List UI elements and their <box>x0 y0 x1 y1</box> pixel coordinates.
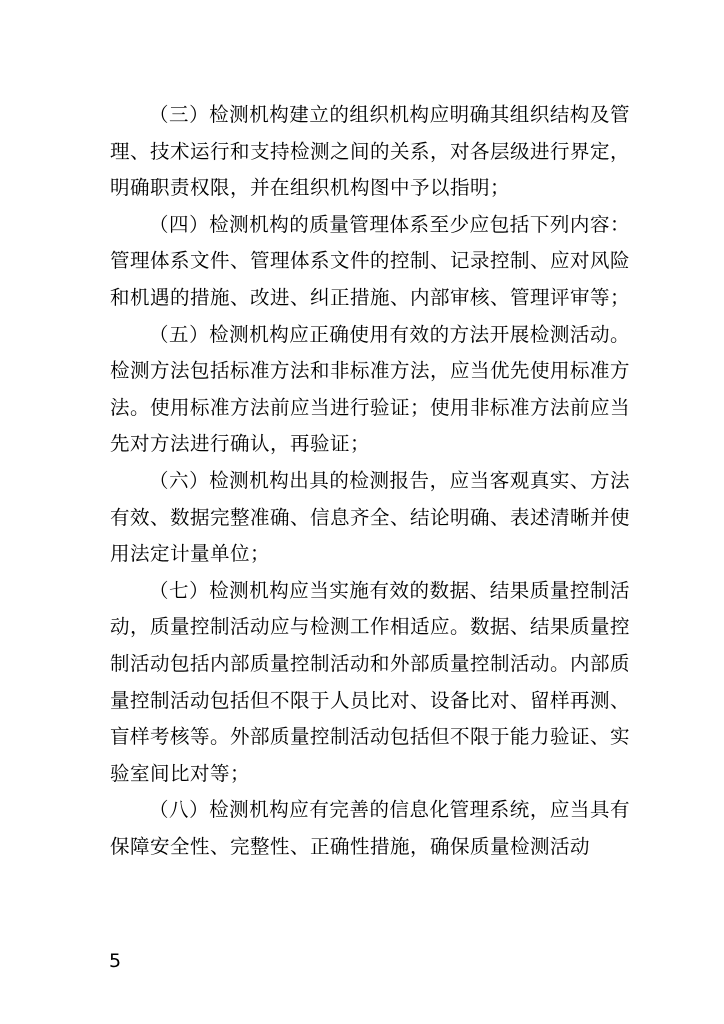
paragraph-4: （四）检测机构的质量管理体系至少应包括下列内容：管理体系文件、管理体系文件的控制、记录控制、应对风险和机遇的措施、改进、纠正措施、内部审核、管理评审等； <box>110 212 631 309</box>
paragraph-3: （三）检测机构建立的组织机构应明确其组织结构及管理、技术运行和支持检测之间的关系，对各层级进行界定，明确职责权限，并在组织机构图中予以指明； <box>110 103 631 200</box>
paragraph-8: （八）检测机构应有完善的信息化管理系统，应当具有保障安全性、完整性、正确性措施，确保质量检测活动 <box>110 798 630 858</box>
paragraph-7: （七）检测机构应当实施有效的数据、结果质量控制活动，质量控制活动应与检测工作相适应。数据、结果质量控制活动包括内部质量控制活动和外部质量控制活动。内部质量控制活动包括但不限于人员比对、设备比对、留样再测、盲样考核等。外部质量控制活动包括但不限于能力验证、实验室间比对等； <box>110 578 631 785</box>
document-body <box>110 97 630 865</box>
page-number: 5 <box>109 950 122 972</box>
paragraph-5: （五）检测机构应正确使用有效的方法开展检测活动。检测方法包括标准方法和非标准方法，应当优先使用标准方法。使用标准方法前应当进行验证；使用非标准方法前应当先对方法进行确认，再验证； <box>110 322 631 456</box>
paragraph-6: （六）检测机构出具的检测报告，应当客观真实、方法有效、数据完整准确、信息齐全、结论明确、表述清晰并使用法定计量单位； <box>110 468 631 566</box>
